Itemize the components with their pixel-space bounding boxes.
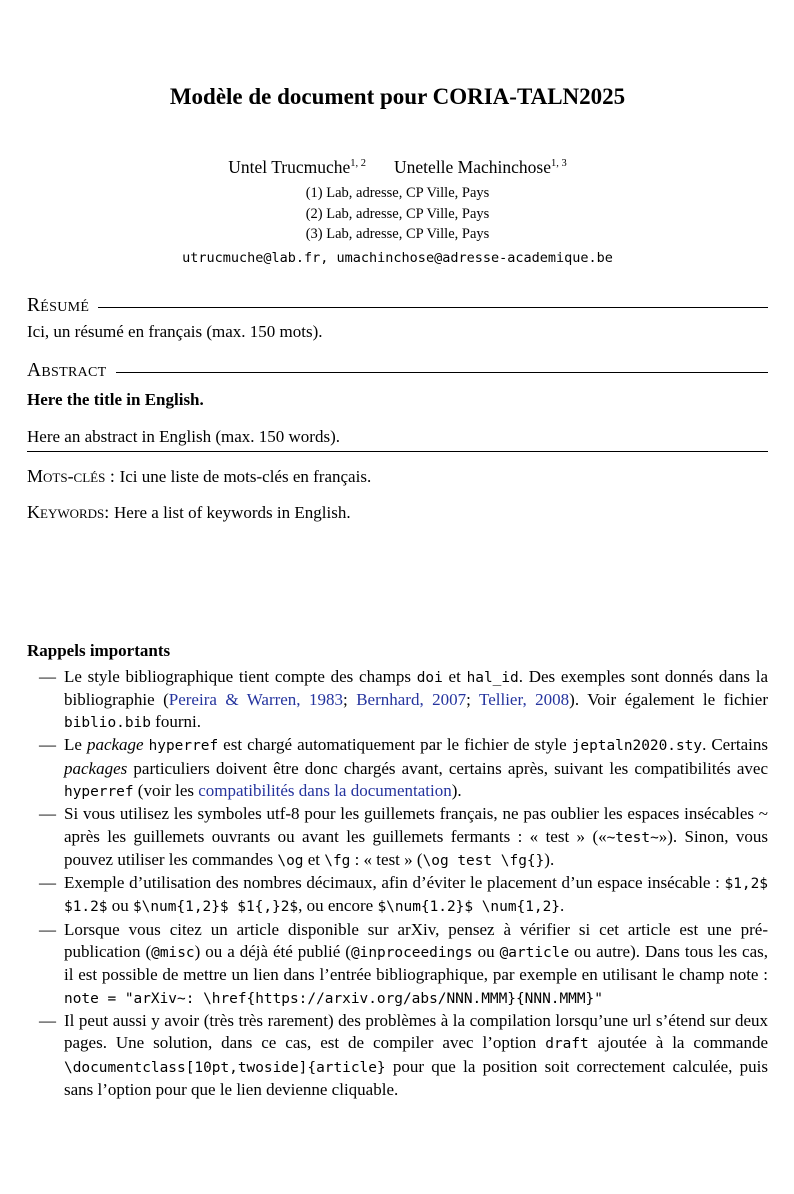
- inline-code: ~test~: [606, 829, 659, 846]
- author-name: Unetelle Machinchose: [394, 157, 551, 177]
- horizontal-rule: [98, 307, 768, 308]
- horizontal-rule: [116, 372, 769, 373]
- rappels-heading: Rappels importants: [27, 640, 171, 660]
- affiliation-line: (2) Lab, adresse, CP Ville, Pays: [305, 205, 490, 222]
- inline-code: \fg: [324, 852, 351, 869]
- inline-code: \og test \fg{}: [422, 852, 545, 869]
- rappel-item: — Il peut aussi y avoir (très très rarement) des problèmes à la compilation lorsqu’une url s’étend sur deux pages. Une solution, dans ce cas, est de compiler avec l’option draft ajoutée à la commande \documentclass[10pt,twoside]{article} pour que la position soit correctement calculée, puis sans l’option pour que le lien devienne cliquable.: [39, 1010, 769, 1099]
- inline-code: @article: [499, 945, 570, 962]
- motscles-text: Ici une liste de mots-clés en français.: [119, 466, 372, 486]
- inline-code: @inproceedings: [350, 945, 473, 962]
- resume-label: Résumé: [27, 294, 90, 316]
- paper-title: Modèle de document pour CORIA-TALN2025: [169, 84, 626, 109]
- rappel-item: — Si vous utilisez les symboles utf-8 pour les guillemets français, ne pas oublier les espaces insécables ~ après les guillemets ouvrants ou avant les guillemets fermants : « test » («~test~»). Sinon, vous pouvez utiliser les commandes \og et \fg : « test » (\og test \fg{}).: [39, 804, 768, 869]
- inline-code: hal_id: [466, 669, 519, 686]
- list-dash-marker: —: [39, 735, 56, 755]
- affiliations: [27, 183, 768, 245]
- resume-section-header: [27, 294, 768, 318]
- resume-text: Ici, un résumé en français (max. 150 mots).: [27, 321, 323, 341]
- emails-line: utrucmuche@lab.fr, umachinchose@adresse-academique.be: [182, 249, 613, 266]
- list-dash-marker: —: [39, 666, 56, 686]
- author: [394, 157, 567, 177]
- english-title: Here the title in English.: [27, 389, 204, 409]
- hyperlink[interactable]: compatibilités dans la documentation: [198, 780, 452, 800]
- authors-line: [27, 156, 768, 178]
- inline-code: @misc: [151, 945, 195, 962]
- list-dash-marker: —: [39, 873, 56, 893]
- inline-code: note = "arXiv~: \href{https://arxiv.org/abs/NNN.MMM}{NNN.MMM}": [64, 990, 603, 1007]
- inline-code: \documentclass[10pt,twoside]{article}: [64, 1059, 386, 1076]
- inline-code: $\num{1.2}$ \num{1,2}: [377, 899, 560, 916]
- italic-text: packages: [64, 758, 128, 778]
- motscles-line: [27, 465, 768, 488]
- horizontal-rule: [27, 451, 768, 452]
- inline-code: hyperref: [64, 783, 134, 800]
- author: [228, 157, 366, 177]
- document-page: [0, 82, 794, 1194]
- rappel-item: — Exemple d’utilisation des nombres décimaux, afin d’éviter le placement d’un espace insécable : $1,2$ $1.2$ ou $\num{1,2}$ $1{,}2$, ou encore $\num{1.2}$ \num{1,2}.: [39, 873, 768, 916]
- rappels-list: [27, 666, 768, 1102]
- rappel-item: — Le package hyperref est chargé automatiquement par le fichier de style jeptaln2020.sty. Certains packages particuliers doivent être donc chargés avant, certains après, suivant les compatibilités avec hyperref (voir les compatibilités dans la documentation).: [39, 735, 768, 800]
- keywords-text: Here a list of keywords in English.: [114, 502, 351, 522]
- inline-code: $\num{1,2}$ $1{,}2$: [132, 899, 299, 916]
- inline-code: hyperref: [148, 738, 219, 755]
- inline-code: \og: [277, 852, 304, 869]
- abstract-text: Here an abstract in English (max. 150 words).: [27, 426, 340, 446]
- citation-link[interactable]: Tellier, 2008: [479, 689, 570, 709]
- author-name: Untel Trucmuche: [228, 157, 351, 177]
- inline-code: draft: [545, 1036, 589, 1053]
- affiliation-line: (1) Lab, adresse, CP Ville, Pays: [305, 185, 490, 201]
- inline-code: doi: [416, 669, 443, 686]
- keywords-label: Keywords:: [27, 501, 110, 522]
- list-dash-marker: —: [39, 919, 56, 939]
- italic-text: package: [86, 735, 144, 755]
- author-superscript: 1, 3: [550, 158, 567, 170]
- citation-link[interactable]: Bernhard, 2007: [356, 689, 467, 709]
- rappel-item: — Le style bibliographique tient compte des champs doi et hal_id. Des exemples sont donnés dans la bibliographie (Pereira & Warren, 1983; Bernhard, 2007; Tellier, 2008). Voir également le fichier biblio.bib fourni.: [39, 666, 768, 732]
- rappel-item: — Lorsque vous citez un article disponible sur arXiv, pensez à vérifier si cet article est une pré-publication (@misc) ou a déjà été publié (@inproceedings ou @article ou autre). Dans tous les cas, il est possible de mettre un lien dans l’entrée bibliographique, par exemple en utilisant le champ note : note = "arXiv~: \href{https://arxiv.org/abs/NNN.MMM}{NNN.MMM}": [39, 919, 768, 1007]
- abstract-label: Abstract: [27, 359, 107, 381]
- author-superscript: 1, 2: [350, 158, 367, 170]
- list-dash-marker: —: [39, 804, 56, 824]
- inline-code: $1,2$ $1.2$: [64, 876, 768, 916]
- inline-code: jeptaln2020.sty: [571, 738, 703, 755]
- citation-link[interactable]: Pereira & Warren, 1983: [168, 689, 344, 709]
- inline-code: biblio.bib: [64, 715, 151, 732]
- list-dash-marker: —: [39, 1010, 56, 1030]
- abstract-section-header: [27, 359, 768, 383]
- motscles-label: Mots-clés :: [27, 465, 115, 486]
- keywords-line: [27, 501, 768, 524]
- affiliation-line: (3) Lab, adresse, CP Ville, Pays: [305, 226, 490, 242]
